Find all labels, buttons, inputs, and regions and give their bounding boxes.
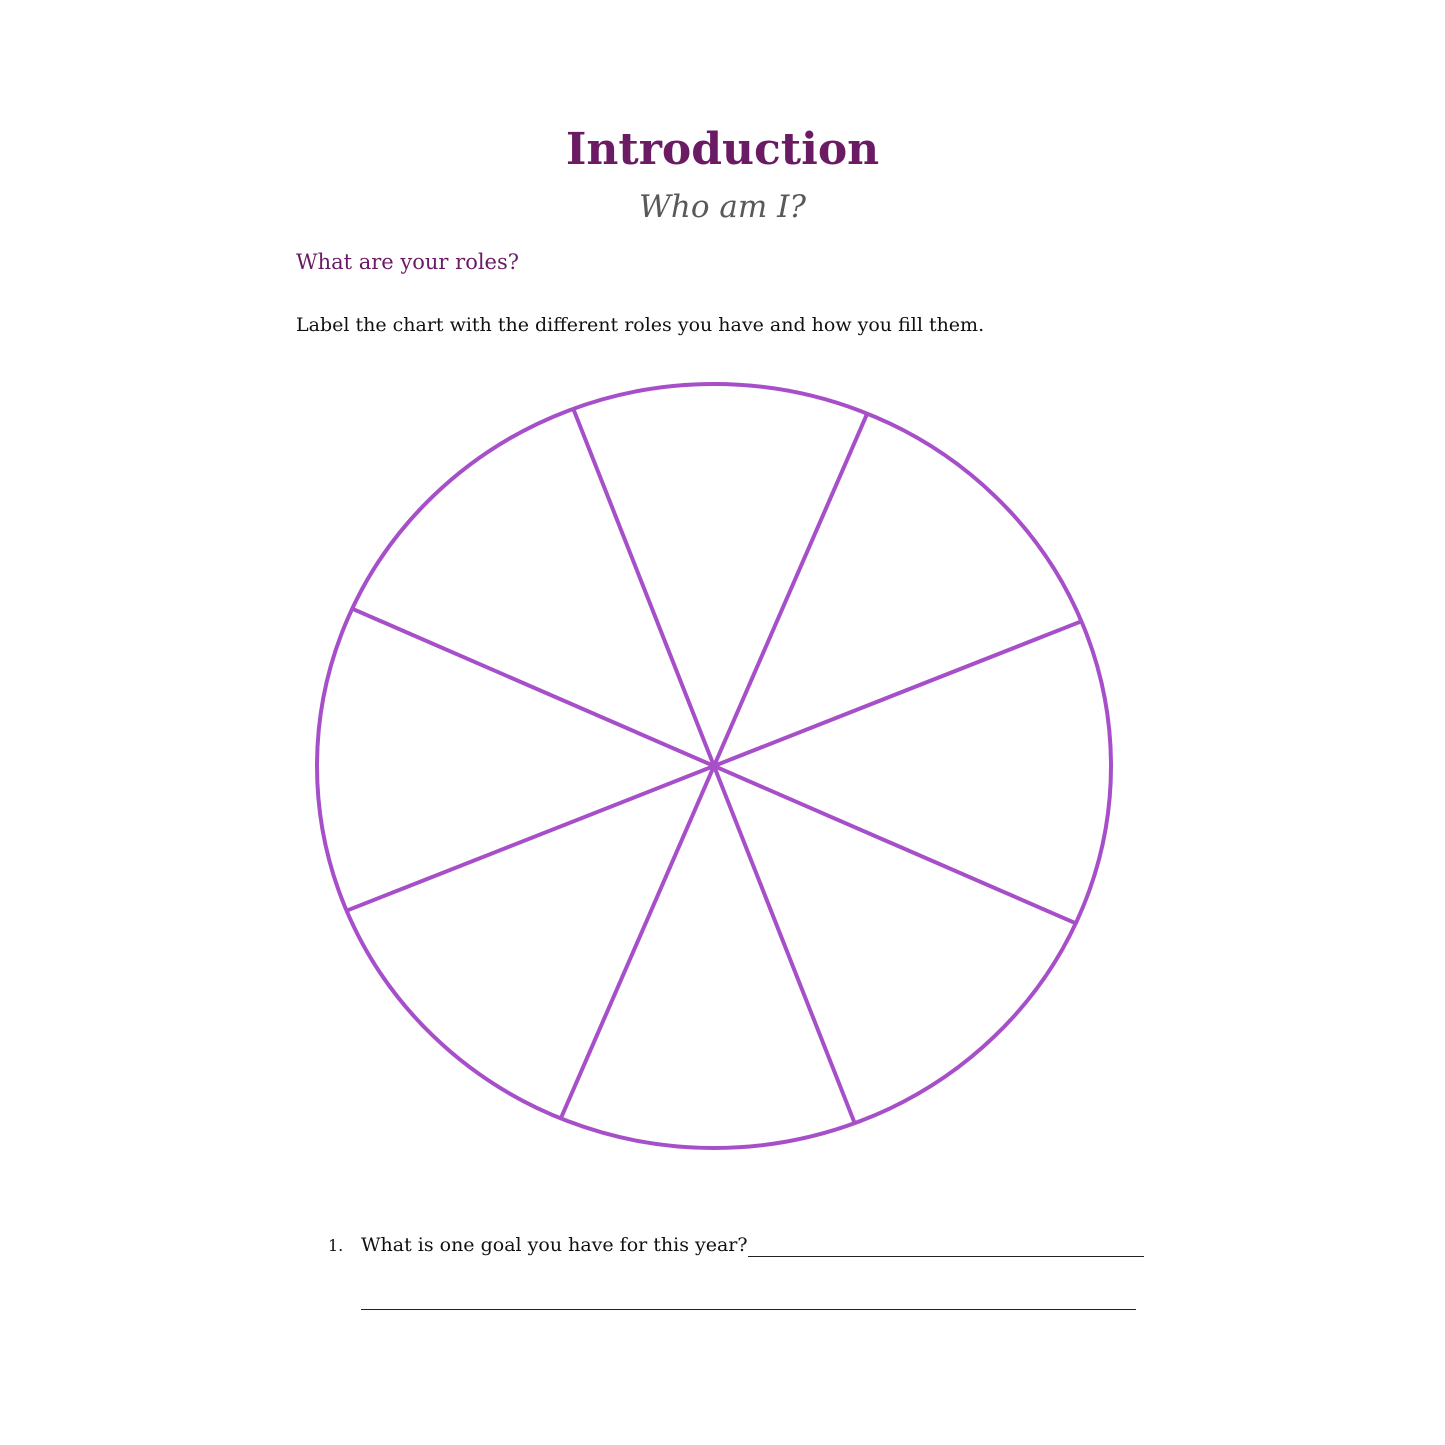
section-heading: What are your roles? <box>296 250 520 274</box>
answer-line[interactable] <box>361 1309 1136 1310</box>
answer-line[interactable] <box>748 1256 1144 1257</box>
page-title: Introduction <box>565 124 880 175</box>
wheel-spoke <box>573 409 854 1123</box>
question-item <box>328 1236 748 1255</box>
wheel-spokes <box>347 409 1082 1123</box>
instruction-text: Label the chart with the different roles you have and how you fill them. <box>296 314 985 336</box>
question-text: What is one goal you have for this year? <box>361 1234 748 1256</box>
question-number: 1. <box>328 1236 344 1255</box>
page-subtitle: Who am I? <box>639 189 806 225</box>
